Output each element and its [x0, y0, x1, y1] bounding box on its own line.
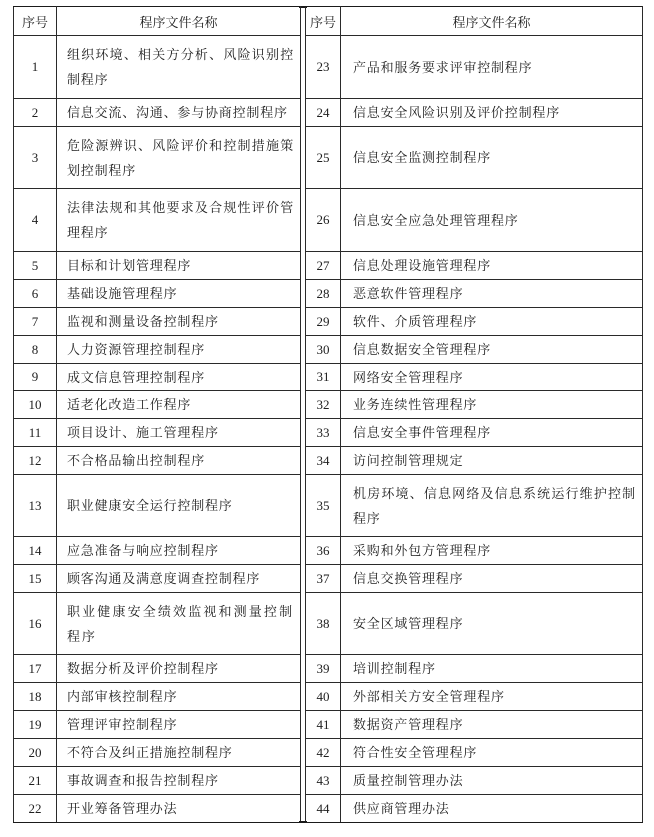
table-row [14, 127, 301, 189]
table-row [14, 99, 301, 127]
row-number-cell: 30 [306, 336, 341, 364]
procedure-name-cell: 管理评审控制程序 [57, 711, 301, 739]
row-number-cell: 37 [306, 565, 341, 593]
row-number-cell: 34 [306, 447, 341, 475]
row-number-cell: 28 [306, 280, 341, 308]
header-row [14, 7, 301, 36]
table-row [14, 683, 301, 711]
procedure-name-cell: 内部审核控制程序 [57, 683, 301, 711]
table-row [14, 739, 301, 767]
table-row [14, 419, 301, 447]
row-number-cell: 17 [14, 655, 57, 683]
table-row [306, 565, 643, 593]
procedure-name-cell: 信息交换管理程序 [341, 565, 643, 593]
row-number-cell: 9 [14, 364, 57, 391]
procedure-name-cell: 数据资产管理程序 [341, 711, 643, 739]
table-row [306, 537, 643, 565]
table-row [306, 364, 643, 391]
procedure-name-cell: 外部相关方安全管理程序 [341, 683, 643, 711]
table-row [14, 655, 301, 683]
procedure-name-cell: 应急准备与响应控制程序 [57, 537, 301, 565]
table-row [14, 475, 301, 537]
row-number-cell: 32 [306, 391, 341, 419]
table-row [306, 189, 643, 252]
row-number-cell: 44 [306, 795, 341, 823]
row-number-cell: 39 [306, 655, 341, 683]
procedure-name-cell: 适老化改造工作程序 [57, 391, 301, 419]
table-row [14, 711, 301, 739]
row-number-cell: 8 [14, 336, 57, 364]
procedure-name-cell: 信息数据安全管理程序 [341, 336, 643, 364]
row-number-cell: 18 [14, 683, 57, 711]
table-row [14, 189, 301, 252]
table-row [14, 447, 301, 475]
procedure-name-cell: 培训控制程序 [341, 655, 643, 683]
table-row [14, 36, 301, 99]
procedure-name-cell: 供应商管理办法 [341, 795, 643, 823]
procedure-name-cell: 顾客沟通及满意度调查控制程序 [57, 565, 301, 593]
procedure-name-cell: 不符合及纠正措施控制程序 [57, 739, 301, 767]
table-row [14, 565, 301, 593]
table-row [14, 280, 301, 308]
row-number-cell: 16 [14, 593, 57, 655]
table-row [306, 711, 643, 739]
table-row [14, 364, 301, 391]
table-row [14, 336, 301, 364]
row-number-cell: 25 [306, 127, 341, 189]
row-number-cell: 38 [306, 593, 341, 655]
procedure-table-right [305, 6, 643, 823]
procedure-name-cell: 信息安全应急处理管理程序 [341, 189, 643, 252]
procedure-name-cell: 组织环境、相关方分析、风险识别控制程序 [57, 36, 301, 99]
table-body-right [306, 36, 643, 823]
row-number-cell: 41 [306, 711, 341, 739]
procedure-name-cell: 人力资源管理控制程序 [57, 336, 301, 364]
row-number-cell: 40 [306, 683, 341, 711]
procedure-name-cell: 网络安全管理程序 [341, 364, 643, 391]
row-number-cell: 35 [306, 475, 341, 537]
table-row [306, 447, 643, 475]
header-row [306, 7, 643, 36]
row-number-cell: 27 [306, 252, 341, 280]
row-number-cell: 6 [14, 280, 57, 308]
table-row [306, 795, 643, 823]
procedure-name-cell: 访问控制管理规定 [341, 447, 643, 475]
table-row [306, 767, 643, 795]
procedure-name-cell: 采购和外包方管理程序 [341, 537, 643, 565]
procedure-name-cell: 目标和计划管理程序 [57, 252, 301, 280]
procedure-name-cell: 信息安全事件管理程序 [341, 419, 643, 447]
procedure-name-cell: 安全区域管理程序 [341, 593, 643, 655]
procedure-name-cell: 业务连续性管理程序 [341, 391, 643, 419]
row-number-cell: 14 [14, 537, 57, 565]
procedure-name-cell: 信息交流、沟通、参与协商控制程序 [57, 99, 301, 127]
procedure-name-cell: 危险源辨识、风险评价和控制措施策划控制程序 [57, 127, 301, 189]
row-number-cell: 10 [14, 391, 57, 419]
procedure-name-cell: 信息安全监测控制程序 [341, 127, 643, 189]
procedure-name-cell: 成文信息管理控制程序 [57, 364, 301, 391]
table-row [306, 655, 643, 683]
row-number-cell: 21 [14, 767, 57, 795]
procedure-name-cell: 监视和测量设备控制程序 [57, 308, 301, 336]
row-number-cell: 22 [14, 795, 57, 823]
procedure-name-cell: 符合性安全管理程序 [341, 739, 643, 767]
table-row [14, 593, 301, 655]
column-header-number: 序号 [306, 7, 341, 36]
table-row [306, 739, 643, 767]
column-header-name: 程序文件名称 [57, 7, 301, 36]
table-row [14, 252, 301, 280]
table-row [306, 127, 643, 189]
row-number-cell: 23 [306, 36, 341, 99]
row-number-cell: 4 [14, 189, 57, 252]
table-body-left [14, 36, 301, 823]
table-row [306, 593, 643, 655]
procedure-name-cell: 信息处理设施管理程序 [341, 252, 643, 280]
row-number-cell: 24 [306, 99, 341, 127]
table-row [306, 99, 643, 127]
procedure-name-cell: 软件、介质管理程序 [341, 308, 643, 336]
procedure-name-cell: 恶意软件管理程序 [341, 280, 643, 308]
procedure-table-left [13, 6, 301, 823]
procedure-name-cell: 职业健康安全运行控制程序 [57, 475, 301, 537]
procedure-name-cell: 产品和服务要求评审控制程序 [341, 36, 643, 99]
procedure-name-cell: 项目设计、施工管理程序 [57, 419, 301, 447]
table-bottom-rule [299, 821, 307, 823]
procedure-name-cell: 开业筹备管理办法 [57, 795, 301, 823]
row-number-cell: 43 [306, 767, 341, 795]
procedure-name-cell: 法律法规和其他要求及合规性评价管理程序 [57, 189, 301, 252]
row-number-cell: 2 [14, 99, 57, 127]
row-number-cell: 1 [14, 36, 57, 99]
table-row [306, 683, 643, 711]
procedure-name-cell: 职业健康安全绩效监视和测量控制程序 [57, 593, 301, 655]
table-row [306, 419, 643, 447]
row-number-cell: 33 [306, 419, 341, 447]
procedure-name-cell: 事故调查和报告控制程序 [57, 767, 301, 795]
row-number-cell: 13 [14, 475, 57, 537]
row-number-cell: 12 [14, 447, 57, 475]
table-row [14, 767, 301, 795]
row-number-cell: 31 [306, 364, 341, 391]
table-row [306, 336, 643, 364]
row-number-cell: 19 [14, 711, 57, 739]
table-row [306, 252, 643, 280]
row-number-cell: 11 [14, 419, 57, 447]
row-number-cell: 20 [14, 739, 57, 767]
row-number-cell: 15 [14, 565, 57, 593]
table-row [306, 36, 643, 99]
table-row [306, 391, 643, 419]
procedure-name-cell: 信息安全风险识别及评价控制程序 [341, 99, 643, 127]
procedure-name-cell: 不合格品输出控制程序 [57, 447, 301, 475]
table-row [14, 795, 301, 823]
table-row [306, 475, 643, 537]
procedure-name-cell: 机房环境、信息网络及信息系统运行维护控制程序 [341, 475, 643, 537]
table-row [306, 280, 643, 308]
table-row [14, 308, 301, 336]
table-row [306, 308, 643, 336]
row-number-cell: 42 [306, 739, 341, 767]
column-header-number: 序号 [14, 7, 57, 36]
table-row [14, 537, 301, 565]
column-header-name: 程序文件名称 [341, 7, 643, 36]
row-number-cell: 3 [14, 127, 57, 189]
row-number-cell: 29 [306, 308, 341, 336]
table-row [14, 391, 301, 419]
row-number-cell: 36 [306, 537, 341, 565]
procedure-name-cell: 质量控制管理办法 [341, 767, 643, 795]
row-number-cell: 26 [306, 189, 341, 252]
row-number-cell: 7 [14, 308, 57, 336]
procedure-name-cell: 数据分析及评价控制程序 [57, 655, 301, 683]
procedure-name-cell: 基础设施管理程序 [57, 280, 301, 308]
row-number-cell: 5 [14, 252, 57, 280]
